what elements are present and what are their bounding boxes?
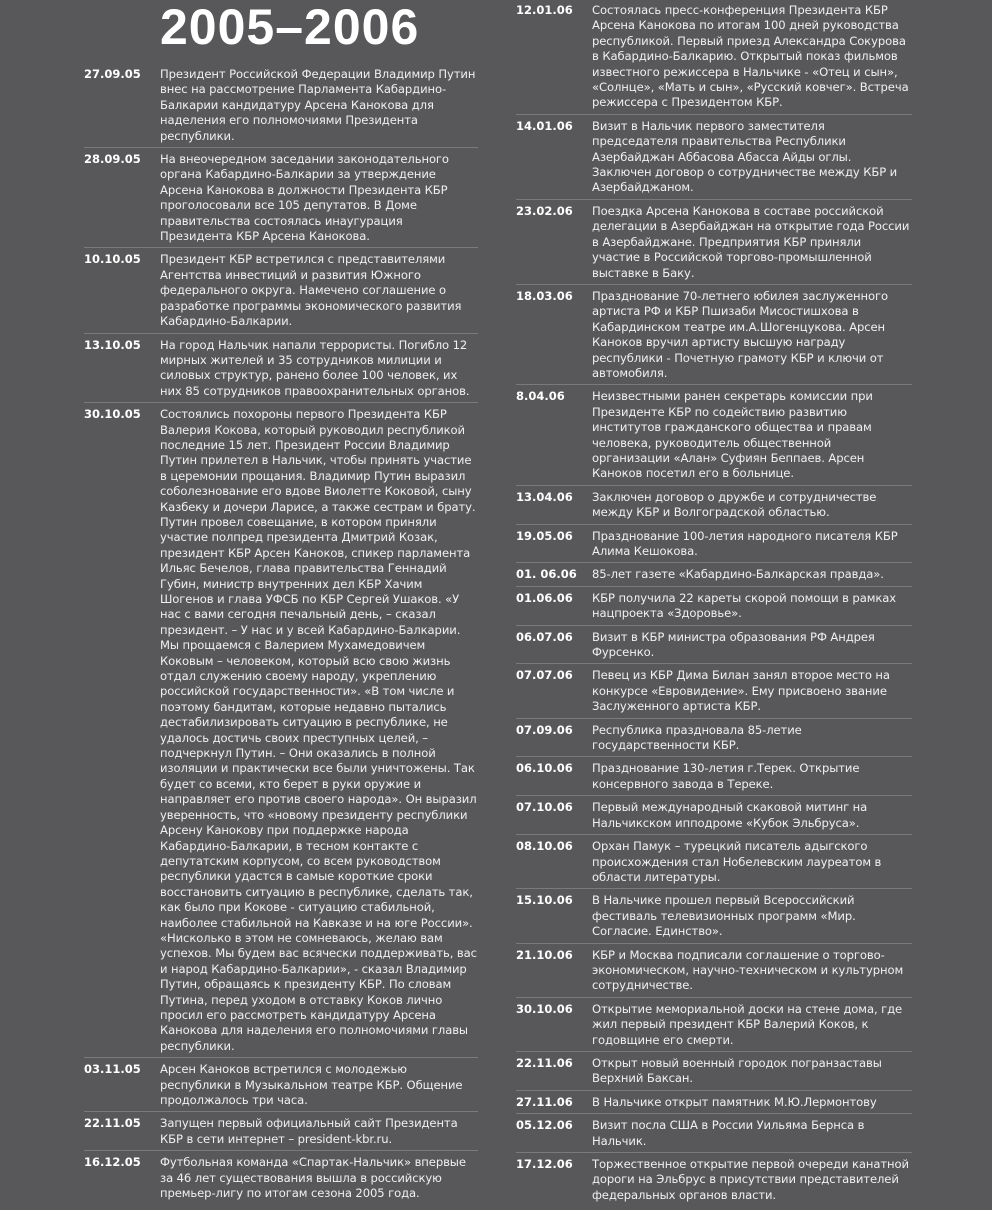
entry-text: Неизвестными ранен секретарь комиссии при Президенте КБР по содействию развитию институтов гражданского общества и правам человека, руководитель общественной организации «Алан» Суфиян Беппаев. Арсен Каноков посетил его в больнице. <box>592 389 873 481</box>
timeline-entry <box>516 490 912 525</box>
entry-date: 22.11.05 <box>84 1116 141 1131</box>
entry-text: 85-лет газете «Кабардино-Балкарская правда». <box>592 567 884 582</box>
entry-date: 07.07.06 <box>516 668 573 683</box>
timeline-entry <box>84 252 478 333</box>
entry-date: 07.09.06 <box>516 722 573 737</box>
timeline-entry <box>516 591 912 626</box>
entry-date: 27.09.05 <box>84 67 141 81</box>
entry-text: КБР получила 22 кареты скорой помощи в рамках нацпроекта «Здоровье». <box>592 590 897 621</box>
timeline-entry <box>84 1155 478 1204</box>
timeline-entry <box>516 1002 912 1052</box>
entry-date: 01. 06.06 <box>516 567 577 582</box>
timeline-entry <box>516 567 912 586</box>
entry-date: 8.04.06 <box>516 389 565 404</box>
page-title: 2005–2006 <box>160 0 420 55</box>
entry-text: Республика праздновала 85-летие государственности КБР. <box>592 722 802 753</box>
timeline-entry <box>516 668 912 718</box>
timeline-entry <box>516 289 912 385</box>
entry-date: 12.01.06 <box>516 3 573 17</box>
left-timeline <box>84 67 478 1208</box>
timeline-entry <box>84 338 478 404</box>
timeline-entry <box>84 407 478 1058</box>
timeline-entry <box>84 1116 478 1151</box>
entry-date: 13.04.06 <box>516 489 573 504</box>
timeline-entry <box>516 119 912 200</box>
entry-date: 06.10.06 <box>516 761 573 776</box>
entry-date: 07.10.06 <box>516 800 573 815</box>
timeline-entry <box>516 800 912 835</box>
timeline-entry <box>516 1157 912 1206</box>
entry-date: 18.03.06 <box>516 288 573 303</box>
entry-date: 30.10.06 <box>516 1001 573 1016</box>
entry-text: Заключен договор о дружбе и сотрудничестве между КБР и Волгоградской областью. <box>592 489 877 520</box>
entry-text: Празднование 130-летия г.Терек. Открытие консервного завода в Тереке. <box>592 761 860 791</box>
timeline-entry <box>84 1062 478 1112</box>
entry-text: Поездка Арсена Канокова в составе российской делегации в Азербайджан на открытие года России в Азербайджане. Предприятия КБР приняли участие в Российской торгово-промышленной выставке в Баку. <box>592 203 910 280</box>
entry-date: 01.06.06 <box>516 590 573 605</box>
entry-date: 03.11.05 <box>84 1062 141 1077</box>
entry-text: Состоялась пресс-конференция Президента КБР Арсена Канокова по итогам 100 дней руководства республикой. Первый приезд Александра Сокурова в Кабардино-Балкарию. Открытый показ фильмов известного режиссера в Нальчике - «Отец и сын», «Солнце», «Мать и сын», «Русский ковчег». Встреча режиссера с Президентом КБР. <box>592 3 909 110</box>
entry-text: Президент КБР встретился с представителями Агентства инвестиций и развития Южного федерального округа. Намечено соглашение о разработке программы экономического развития Кабардино-Балкарии. <box>160 252 462 329</box>
timeline-entry <box>516 839 912 889</box>
right-timeline <box>516 3 912 1210</box>
entry-date: 22.11.06 <box>516 1055 573 1070</box>
timeline-entry <box>516 3 912 115</box>
entry-text: Визит в Нальчик первого заместителя председателя правительства Республики Азербайджан Аббасова Абасса Айды оглы. Заключен договор о сотрудничестве между КБР и Азербайджаном. <box>592 118 898 195</box>
entry-date: 21.10.06 <box>516 947 573 962</box>
entry-text: В Нальчике открыт памятник М.Ю.Лермонтову <box>592 1094 877 1109</box>
entry-date: 23.02.06 <box>516 203 573 218</box>
entry-text: КБР и Москва подписали соглашение о торгово-экономическом, научно-техническом и культурном сотрудничестве. <box>592 947 904 993</box>
entry-date: 08.10.06 <box>516 839 573 854</box>
entry-date: 15.10.06 <box>516 893 573 908</box>
entry-date: 30.10.05 <box>84 407 141 422</box>
timeline-entry <box>516 948 912 998</box>
entry-text: В Нальчике прошел первый Всероссийский фестиваль телевизионных программ «Мир. Согласие. Единство». <box>592 893 856 939</box>
timeline-entry <box>516 761 912 796</box>
entry-text: Состоялись похороны первого Президента КБР Валерия Кокова, который руководил республикой последние 15 лет. Президент России Владимир Путин прилетел в Нальчик, чтобы принять участие в церемонии прощания. Владимир Путин выразил соболезнование его вдове Виолетте Коковой, сыну Казбеку и дочери Ларисе, а также сестрам и брату. Путин провел совещание, в котором приняли участие полпред президента Дмитрий Козак, президент КБР Арсен Каноков, спикер парламента Ильяс Бечелов, глава правительства Геннадий Губин, министр внутренних дел КБР Хачим Шогенов и глава УФСБ по КБР Сергей Ушаков. «У нас с вами сегодня печальный день, – сказал президент. – У нас и у всей Кабардино-Балкарии. Мы прощаемся с Валерием Мухамедовичем Коковым – человеком, который всю свою жизнь отдал служению своему народу, укреплению российской государственности». «В том числе и поэтому бандитам, которые недавно пытались дестабилизировать ситуацию в республике, не удалось достичь своих преступных целей, – подчеркнул Путин. – Они оказались в полной изоляции и практически все были уничтожены. Так будет со всеми, кто берет в руки оружие и направляет его против своего народа». Он выразил уверенность, что «новому президенту республики Арсену Канокову при поддержке народа Кабардино-Балкарии, в тесном контакте с депутатским корпусом, со всем руководством республики удастся в самые короткие сроки восстановить ситуацию в республике, сделать так, как было при Кокове - ситуацию стабильной, наиболее стабильной на Кавказе и на юге России». «Нисколько в этом не сомневаюсь, желаю вам успехов. Мы будем вас всячески поддерживать, вас и народ Кабардино-Балкарии», - сказал Владимир Путин, обращаясь к президенту КБР. По словам Путина, перед уходом в отставку Коков лично просил его рассмотреть кандидатуру Арсена Канокова для наделения его полномочиями главы республики. <box>160 407 477 1053</box>
timeline-entry <box>84 67 478 148</box>
timeline-entry <box>84 152 478 248</box>
entry-date: 27.11.06 <box>516 1094 573 1109</box>
entry-date: 16.12.05 <box>84 1155 141 1170</box>
entry-date: 28.09.05 <box>84 152 141 167</box>
timeline-entry <box>516 204 912 285</box>
entry-date: 14.01.06 <box>516 118 573 133</box>
timeline-entry <box>516 389 912 485</box>
entry-text: Певец из КБР Дима Билан занял второе место на конкурсе «Евровидение». Ему присвоено звание Заслуженного артиста КБР. <box>592 668 890 714</box>
entry-date: 17.12.06 <box>516 1157 573 1171</box>
entry-text: Открыт новый военный городок погранзаставы Верхний Баксан. <box>592 1055 882 1086</box>
timeline-entry <box>516 529 912 564</box>
entry-text: Президент Российской Федерации Владимир Путин внес на рассмотрение Парламента Кабардино-Балкарии кандидатуру Арсена Канокова для наделения его полномочиями Президента республики. <box>160 67 476 143</box>
entry-text: Орхан Памук – турецкий писатель адыгского происхождения стал Нобелевским лауреатом в области литературы. <box>592 839 882 884</box>
entry-date: 05.12.06 <box>516 1118 573 1133</box>
timeline-entry <box>516 630 912 665</box>
timeline-entry <box>516 893 912 943</box>
entry-text: Футбольная команда «Спартак-Нальчик» впервые за 46 лет существования вышла в российскую премьер-лигу по итогам сезона 2005 года. <box>160 1155 466 1201</box>
entry-text: На внеочередном заседании законодательного органа Кабардино-Балкарии за утверждение Арсена Канокова в должности Президента КБР проголосовали все 105 депутатов. В Доме правительства состоялась инаугурация Президента КБР Арсена Канокова. <box>160 152 449 244</box>
entry-text: Открытие мемориальной доски на стене дома, где жил первый президент КБР Валерий Коков, к годовщине его смерти. <box>592 1001 903 1047</box>
entry-text: На город Нальчик напали террористы. Погибло 12 мирных жителей и 35 сотрудников милиции и силовых структур, ранено более 100 человек, их них 85 сотрудников правоохранительных органов. <box>160 337 470 398</box>
entry-date: 10.10.05 <box>84 252 141 267</box>
timeline-entry <box>516 1056 912 1091</box>
entry-text: Арсен Каноков встретился с молодежью республики в Музыкальном театре КБР. Общение продолжалось три часа. <box>160 1062 463 1107</box>
entry-text: Визит посла США в России Уильяма Бернса в Нальчик. <box>592 1118 865 1148</box>
entry-date: 06.07.06 <box>516 629 573 644</box>
entry-date: 13.10.05 <box>84 337 141 352</box>
timeline-entry <box>516 723 912 758</box>
timeline-entry <box>516 1095 912 1114</box>
timeline-entry <box>516 1118 912 1153</box>
entry-text: Первый международный скаковой митинг на Нальчикском ипподроме «Кубок Эльбруса». <box>592 800 868 830</box>
entry-text: Празднование 100-летия народного писателя КБР Алима Кешокова. <box>592 528 898 558</box>
entry-text: Торжественное открытие первой очереди канатной дороги на Эльбрус в присутствии представителей федеральных органов власти. <box>592 1157 909 1202</box>
entry-text: Визит в КБР министра образования РФ Андрея Фурсенко. <box>592 629 875 660</box>
entry-date: 19.05.06 <box>516 528 573 543</box>
entry-text: Празднование 70-летнего юбилея заслуженного артиста РФ и КБР Пшизаби Мисостишхова в Кабардинском театре им.А.Шогенцукова. Арсен Каноков вручил артисту высшую награду республики - Почетную грамоту КБР и ключи от автомобиля. <box>592 288 889 380</box>
entry-text: Запущен первый официальный сайт Президента КБР в сети интернет – president-kbr.ru. <box>160 1116 458 1146</box>
